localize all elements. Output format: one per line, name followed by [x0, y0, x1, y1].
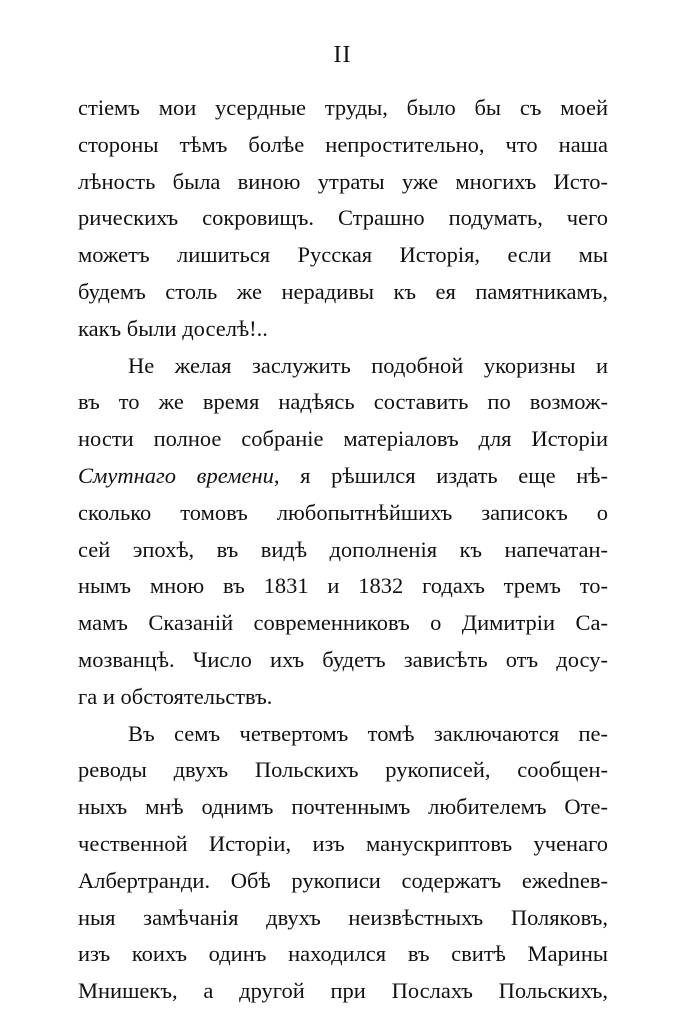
text-line: рическихъ сокровищъ. Страшно подумать, чего — [78, 205, 608, 231]
text-line: изъ коихъ одинъ находился въ свитѣ Марины — [78, 941, 608, 967]
body-text — [78, 90, 608, 1010]
text-line: га и обстоятельствъ. — [78, 683, 273, 709]
text-line: чественной Исторіи, изъ манускриптовъ ученаго — [78, 830, 608, 856]
text-line: ныхъ мнѣ однимъ почтеннымъ любителемъ Оте- — [78, 794, 608, 820]
text-line: въ то же время надѣясь составить по возмож- — [78, 389, 608, 415]
text-line: Въ семъ четвертомъ томѣ заключаются пе- — [128, 720, 608, 746]
text-line: можетъ лишиться Русская Исторія, если мы — [78, 242, 608, 268]
text-line: мамъ Сказаній современниковъ о Димитріи Са- — [78, 610, 608, 636]
text-line: какъ были доселѣ!.. — [78, 315, 268, 341]
text-line: Мнишекъ, а другой при Послахъ Польскихъ, — [78, 978, 608, 1004]
text-line: реводы двухъ Польскихъ рукописей, сообщен- — [78, 757, 608, 783]
paragraph-1 — [78, 90, 608, 348]
text-line: сколько томовъ любопытнѣйшихъ записокъ о — [78, 499, 608, 525]
page-number: II — [333, 42, 352, 68]
text-line: стіемъ мои усердные труды, было бы съ моей — [78, 95, 608, 120]
text-line: мозванцѣ. Число ихъ будетъ зависѣть отъ досу- — [78, 646, 608, 672]
text-line: Не желая заслужить подобной укоризны и — [128, 352, 608, 378]
text-line: ности полное собраніе матеріаловъ для Исторіи — [78, 426, 608, 452]
text-line: сей эпохѣ, въ видѣ дополненія къ напечатан- — [78, 536, 608, 562]
text-line: будемъ столь же нерадивы къ ея памятникамъ, — [78, 278, 608, 304]
text-line-with-italic: Смутнаго времени, я рѣшился издать еще нѣ- — [78, 462, 608, 488]
text-line: нымъ мною въ 1831 и 1832 годахъ тремъ то- — [78, 573, 608, 599]
paragraph-2 — [78, 348, 608, 716]
italic-phrase: Смутнаго времени — [78, 462, 274, 488]
text-line: лѣность была виною утраты уже многихъ Исто- — [78, 168, 608, 194]
paragraph-3 — [78, 716, 608, 1010]
text-line: ныя замѣчанія двухъ неизвѣстныхъ Поляковъ, — [78, 904, 608, 930]
text-line: стороны тѣмъ болѣе непростительно, что наша — [78, 131, 608, 157]
text-line: Албертранди. Обѣ рукописи содержатъ ежednев- — [78, 867, 608, 893]
